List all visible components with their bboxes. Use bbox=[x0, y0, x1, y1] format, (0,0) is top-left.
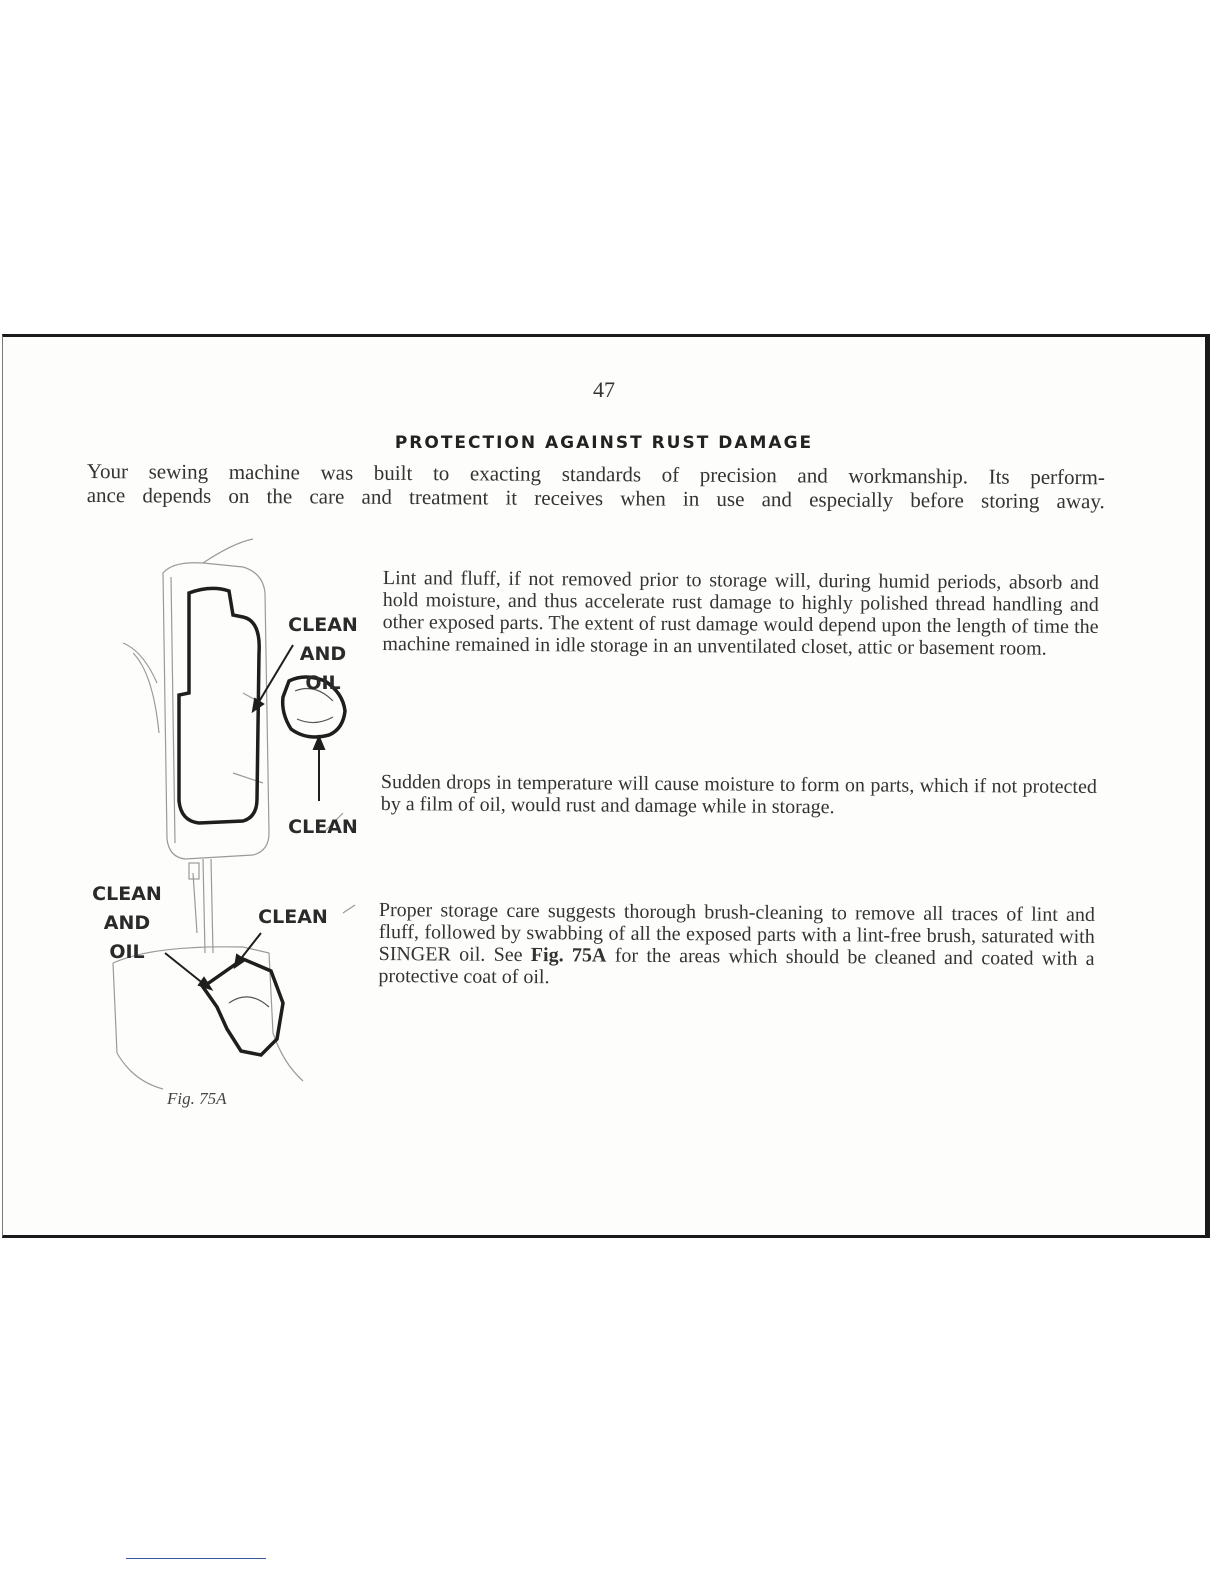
section-heading: PROTECTION AGAINST RUST DAMAGE bbox=[394, 433, 814, 453]
callout-word: CLEAN bbox=[92, 883, 162, 905]
callout-bed-clean: CLEAN bbox=[258, 906, 328, 928]
paragraph-storage-care bbox=[378, 899, 1095, 992]
figure-75a bbox=[93, 533, 363, 1233]
figure-reference: Fig. 75A bbox=[530, 944, 607, 967]
callout-word: OIL bbox=[305, 672, 341, 694]
figure-caption: Fig. 75A bbox=[167, 1089, 227, 1108]
paragraph-text: Proper storage care suggests thorough brush-cleaning to remove all traces of lint and fluff, followed by swabbing of all the exposed parts with a lint-free brush, saturated with SINGER oil. See bbox=[378, 899, 1095, 967]
callout-word: AND bbox=[299, 643, 347, 665]
intro-paragraph bbox=[87, 459, 1105, 513]
paragraph-lint: Lint and fluff, if not removed prior to storage will, during humid periods, absorb and hold moisture, and thus accelerate rust damage to highly polished thread handling and other exposed parts. The extent of rust damage would depend upon the length of time the machine remained in idle storage in an unventilated closet, attic or basement room. bbox=[382, 567, 1099, 660]
callout-head-clean-and-oil bbox=[273, 611, 373, 698]
paragraph-text: for the areas which should be cleaned and coated with a protective coat of oil. bbox=[378, 944, 1095, 989]
intro-line: ance depends on the care and treatment it receives when in use and especially before storing away. bbox=[86, 482, 1105, 514]
callout-bed-clean-and-oil bbox=[87, 880, 167, 967]
callout-word: CLEAN bbox=[288, 614, 358, 636]
paragraph-temperature: Sudden drops in temperature will cause moisture to form on parts, which if not protected by a film of oil, would rust and damage while in storage. bbox=[380, 771, 1097, 819]
callout-word: AND bbox=[103, 912, 151, 934]
intro-line: Your sewing machine was built to exacting standards of precision and workmanship. Its perform- bbox=[86, 459, 1105, 490]
footnote-rule bbox=[126, 1558, 266, 1559]
manual-page bbox=[2, 334, 1210, 1238]
callout-tension-clean: CLEAN bbox=[288, 816, 358, 838]
page-number: 47 bbox=[593, 377, 615, 402]
callout-word: OIL bbox=[109, 941, 145, 963]
